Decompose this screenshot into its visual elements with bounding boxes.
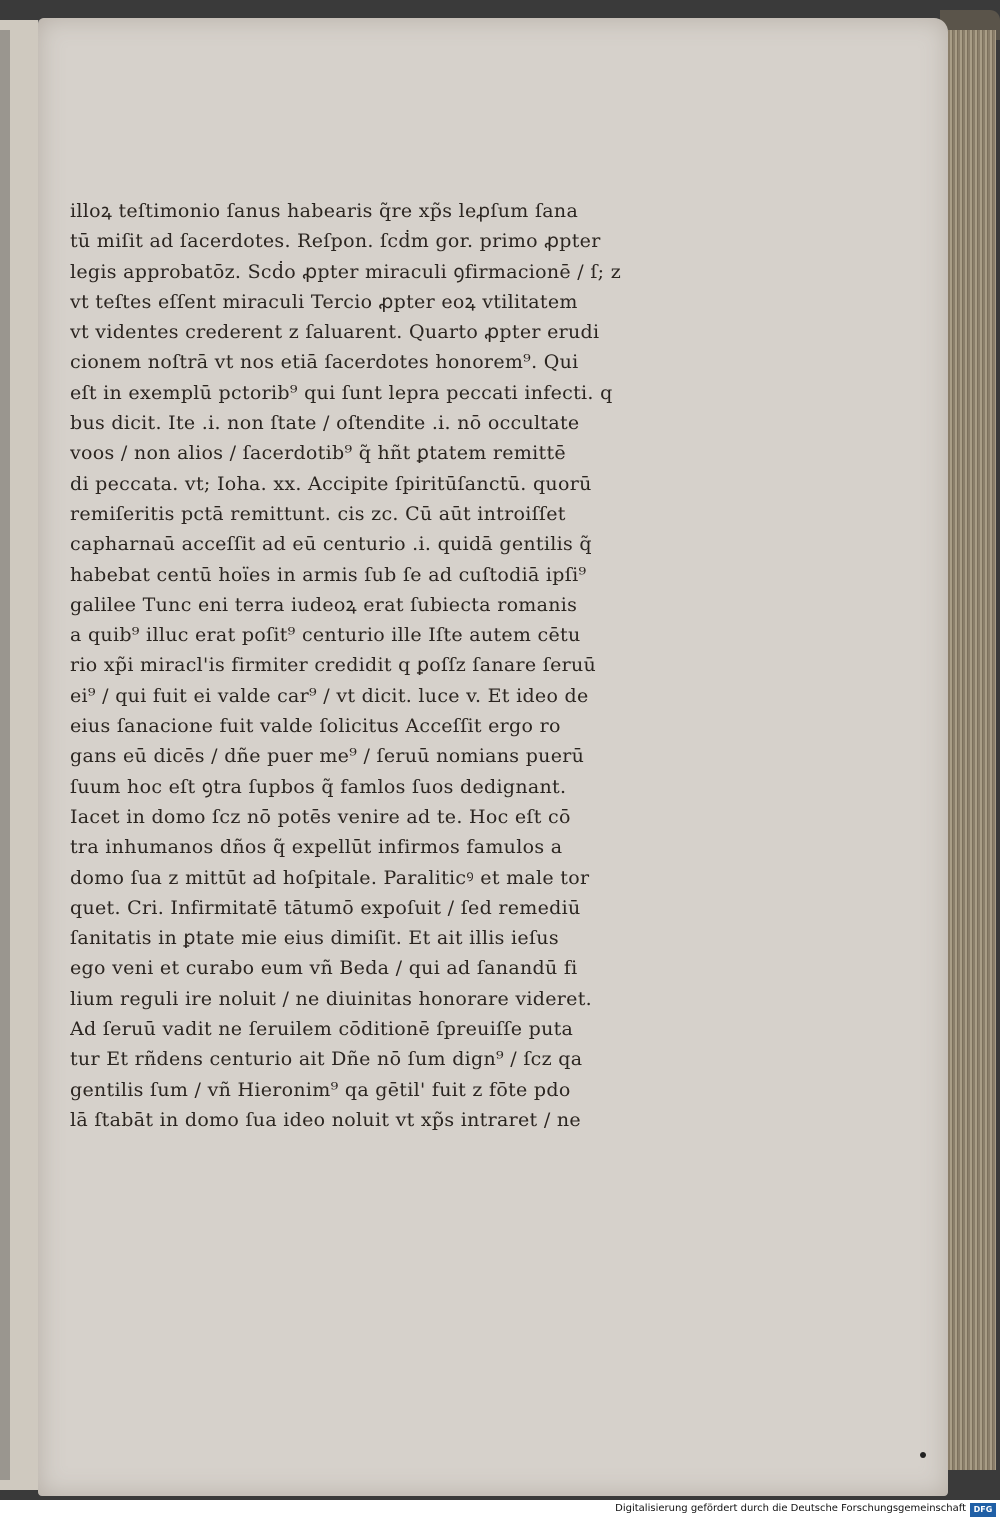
text-line: legis approbatōz. Scḋo ꝓpter miraculi ꝯfirmacionē / ſ; z bbox=[70, 260, 622, 283]
text-block bbox=[70, 196, 660, 1135]
text-line: habebat centū hoïes in armis ſub ſe ad cuſtodiā ipſi⁹ bbox=[70, 563, 587, 586]
text-line: illoꝝ teſtimonio ſanus habearis q̃re xp̃s leꝓſum ſana bbox=[70, 200, 579, 222]
text-line: eius ſanacione fuit valde ſolicitus Acceſſit ergo ro bbox=[70, 715, 561, 738]
text-line: eſt in exemplū pctorib⁹ qui ſunt lepra peccati infecti. q bbox=[70, 381, 613, 404]
text-line: domo ſua z mittūt ad hoſpitale. Paraliticꝰ et male tor bbox=[70, 866, 590, 889]
text-line: ſuum hoc eſt ꝯtra ſupbos q̃ famlos ſuos dedignant. bbox=[70, 775, 567, 798]
text-line: gentilis ſum / vñ Hieronim⁹ qa gētil' fuit z fōte pdo bbox=[70, 1078, 571, 1101]
text-line: tur Et rñdens centurio ait Dñe nō ſum dign⁹ / ſcz qa bbox=[70, 1048, 583, 1071]
text-line: vt videntes crederent z ſaluarent. Quarto ꝓpter erudi bbox=[70, 321, 600, 344]
dfg-logo-icon[interactable]: DFG bbox=[970, 1503, 996, 1517]
left-page-edge bbox=[0, 30, 10, 1480]
text-line: voos / non alios / ſacerdotib⁹ q̃ hñt ꝑtatem remittē bbox=[70, 442, 566, 465]
text-line: lā ſtabāt in domo ſua ideo noluit vt xp̃s intraret / ne bbox=[70, 1108, 581, 1131]
text-line: rio xp̃i miracl'is firmiter credidit q ꝑoſſz ſanare ſeruū bbox=[70, 654, 597, 677]
funding-credit[interactable]: Digitalisierung gefördert durch die Deutsche Forschungsgemeinschaft bbox=[615, 1503, 966, 1514]
text-line: cionem noſtrā vt nos etiā ſacerdotes honorem⁹. Qui bbox=[70, 351, 579, 374]
text-line: gans eū dicēs / dñe puer me⁹ / ſeruū nomians puerū bbox=[70, 745, 585, 768]
text-line: lium reguli ire noluit / ne diuinitas honorare videret. bbox=[70, 987, 592, 1010]
text-line: quet. Cri. Infirmitatē tātumō expoſuit / ſed remediū bbox=[70, 896, 581, 919]
text-line: a quib⁹ illuc erat poſit⁹ centurio ille Iſte autem cētu bbox=[70, 624, 581, 647]
ink-dot bbox=[920, 1452, 926, 1458]
text-line: ſanitatis in ꝑtate mie eius dimiſit. Et ait illis ieſus bbox=[70, 927, 559, 950]
text-line: Ad ſeruū vadit ne ſeruilem cōditionē ſpreuiſſe puta bbox=[70, 1018, 574, 1041]
text-line: tū miſit ad ſacerdotes. Reſpon. ſcḋm gor. primo ꝓpter bbox=[70, 230, 601, 253]
text-line: tra inhumanos dños q̃ expellūt infirmos famulos a bbox=[70, 836, 563, 859]
text-line: Iacet in domo ſcz nō potēs venire ad te. Hoc eſt cō bbox=[70, 805, 571, 828]
text-line: vt teſtes eſſent miraculi Tercio ꝓpter eoꝝ vtilitatem bbox=[70, 290, 578, 313]
fore-edge bbox=[948, 30, 996, 1470]
text-line: galilee Tunc eni terra iudeoꝝ erat ſubiecta romanis bbox=[70, 593, 578, 616]
footer-bar bbox=[0, 1500, 1000, 1520]
text-line: remiſeritis pctā remittunt. cis zc. Cū aūt introiſſet bbox=[70, 502, 566, 525]
text-line: ego veni et curabo eum vñ Beda / qui ad ſanandū fi bbox=[70, 957, 578, 980]
text-line: bus dicit. Ite .i. non ſtate / oſtendite .i. nō occultate bbox=[70, 412, 580, 435]
text-line: ei⁹ / qui fuit ei valde car⁹ / vt dicit. luce v. Et ideo de bbox=[70, 684, 589, 707]
text-line: capharnaū acceſſit ad eū centurio .i. quidā gentilis q̃ bbox=[70, 533, 592, 556]
text-line: di peccata. vt; Ioha. xx. Accipite ſpiritūſanctū. quorū bbox=[70, 472, 592, 495]
